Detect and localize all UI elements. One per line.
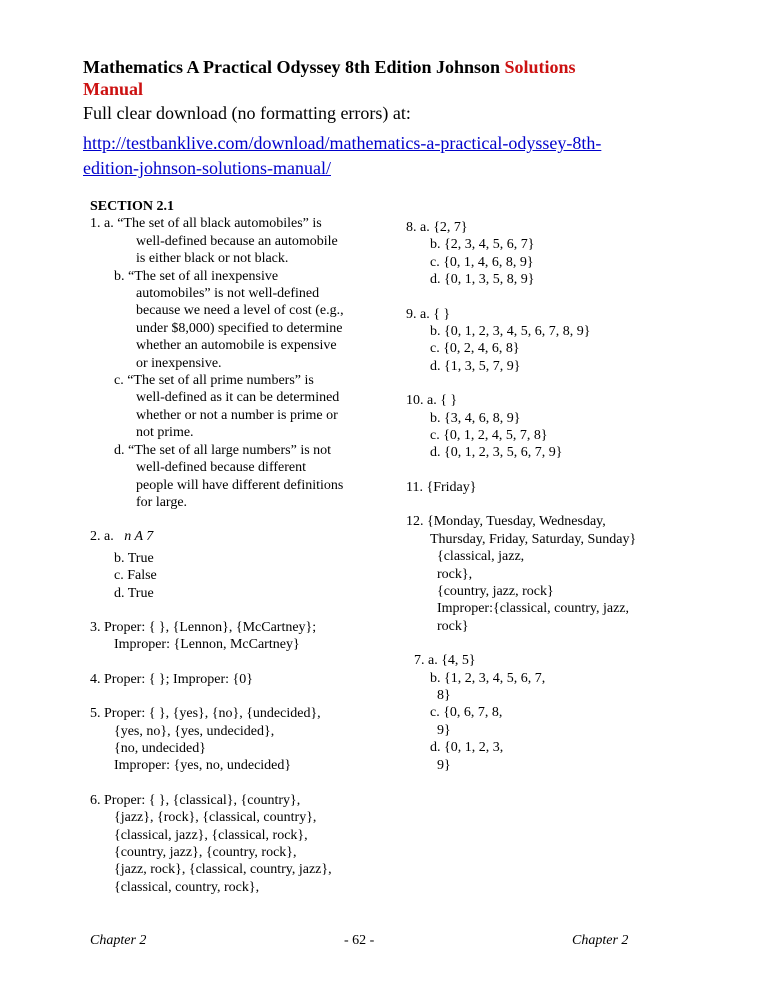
q2-a-line: 2. a. n A 7 xyxy=(90,529,154,545)
q4-line: 4. Proper: { }; Improper: {0} xyxy=(90,671,253,687)
q2-a-expression: n A 7 xyxy=(124,529,154,545)
q1-c-line: whether or not a number is prime or xyxy=(136,407,338,423)
q1-a-line: 1. a. “The set of all black automobiles” is xyxy=(90,216,322,232)
footer-chapter-left: Chapter 2 xyxy=(90,933,147,948)
q1-d-line: d. “The set of all large numbers” is not xyxy=(114,442,332,458)
section-heading: SECTION 2.1 xyxy=(90,199,175,214)
q12-line: rock} xyxy=(437,618,469,634)
q8-line: 8. a. {2, 7} xyxy=(406,220,468,235)
q7-line: 9} xyxy=(437,757,451,773)
q6-line: {jazz, rock}, {classical, country, jazz}, xyxy=(114,862,332,878)
footer-chapter-right: Chapter 2 xyxy=(572,933,629,948)
q2-d-line: d. True xyxy=(114,585,154,601)
q7-line: b. {1, 2, 3, 4, 5, 6, 7, xyxy=(430,670,546,686)
q7-line: 7. a. {4, 5} xyxy=(414,653,476,669)
q3-line: 3. Proper: { }, {Lennon}, {McCartney}; xyxy=(90,619,317,635)
q5-line: 5. Proper: { }, {yes}, {no}, {undecided}, xyxy=(90,706,321,722)
q7-line: c. {0, 6, 7, 8, xyxy=(430,705,503,721)
q1-a-line: is either black or not black. xyxy=(136,251,289,267)
q1-d-line: for large. xyxy=(136,494,188,510)
q8-line: d. {0, 1, 3, 5, 8, 9} xyxy=(430,272,535,288)
q7-line: 8} xyxy=(437,687,451,703)
left-column xyxy=(90,198,390,896)
q5-line: Improper: {yes, no, undecided} xyxy=(114,758,292,774)
q5-line: {no, undecided} xyxy=(114,740,206,756)
q12-line: Thursday, Friday, Saturday, Sunday} xyxy=(430,531,637,547)
title-main: Mathematics A Practical Odyssey 8th Edition Johnson xyxy=(83,57,501,77)
q6-line: {jazz}, {rock}, {classical, country}, xyxy=(114,810,317,826)
link-line-2[interactable]: edition-johnson-solutions-manual/ xyxy=(83,158,331,178)
download-subline: Full clear download (no formatting errors) at: xyxy=(83,103,411,123)
q1-a-line: well-defined because an automobile xyxy=(136,233,338,249)
q6-line: {classical, jazz}, {classical, rock}, xyxy=(114,827,308,843)
q2-c-line: c. False xyxy=(114,568,157,584)
q1-c-line: well-defined as it can be determined xyxy=(136,390,340,406)
right-column xyxy=(406,219,706,774)
q1-b-line: b. “The set of all inexpensive xyxy=(114,268,279,284)
q12-line: Improper:{classical, country, jazz, xyxy=(437,601,630,617)
q1-c-line: c. “The set of all prime numbers” is xyxy=(114,373,314,389)
footer-page-number: - 62 - xyxy=(344,933,375,948)
download-link[interactable] xyxy=(83,131,683,181)
q6-line: {classical, country, rock}, xyxy=(114,879,260,895)
q10-line: b. {3, 4, 6, 8, 9} xyxy=(430,410,521,426)
q6-line: {country, jazz}, {country, rock}, xyxy=(114,845,297,860)
q8-line: b. {2, 3, 4, 5, 6, 7} xyxy=(430,237,535,253)
title-red-manual: Manual xyxy=(83,79,144,99)
q1-d-line: people will have different definitions xyxy=(136,477,344,493)
q1-b-line: or inexpensive. xyxy=(136,355,222,371)
document-title xyxy=(83,56,693,100)
q1-c-line: not prime. xyxy=(136,425,194,441)
q1-b-line: because we need a level of cost (e.g., xyxy=(136,303,344,319)
q1-b-line: whether an automobile is expensive xyxy=(136,338,337,354)
q3-line: Improper: {Lennon, McCartney} xyxy=(114,637,300,653)
q2-b-line: b. True xyxy=(114,550,154,566)
q1-b-line: under $8,000) specified to determine xyxy=(136,320,343,336)
q12-line: 12. {Monday, Tuesday, Wednesday, xyxy=(406,514,606,530)
q9-line: d. {1, 3, 5, 7, 9} xyxy=(430,358,521,374)
q9-line: b. {0, 1, 2, 3, 4, 5, 6, 7, 8, 9} xyxy=(430,324,591,340)
q6-line: 6. Proper: { }, {classical}, {country}, xyxy=(90,792,301,808)
title-red-solutions: Solutions xyxy=(504,57,576,77)
q10-line: 10. a. { } xyxy=(406,393,458,409)
q12-line: {country, jazz, rock} xyxy=(437,583,554,599)
q12-line: rock}, xyxy=(437,566,473,582)
q9-line: c. {0, 2, 4, 6, 8} xyxy=(430,341,520,357)
q9-line: 9. a. { } xyxy=(406,306,451,322)
q12-line: {classical, jazz, xyxy=(437,549,525,565)
link-line-1[interactable]: http://testbanklive.com/download/mathematics-a-practical-odyssey-8th- xyxy=(83,133,602,153)
q10-line: d. {0, 1, 2, 3, 5, 6, 7, 9} xyxy=(430,445,563,461)
q1-b-line: automobiles” is not well-defined xyxy=(136,286,320,302)
q8-line: c. {0, 1, 4, 6, 8, 9} xyxy=(430,254,534,270)
q5-line: {yes, no}, {yes, undecided}, xyxy=(114,723,275,739)
q7-line: d. {0, 1, 2, 3, xyxy=(430,740,504,756)
q7-line: 9} xyxy=(437,722,451,738)
q10-line: c. {0, 1, 2, 4, 5, 7, 8} xyxy=(430,428,548,444)
q1-d-line: well-defined because different xyxy=(136,460,306,476)
q11-line: 11. {Friday} xyxy=(406,479,477,495)
